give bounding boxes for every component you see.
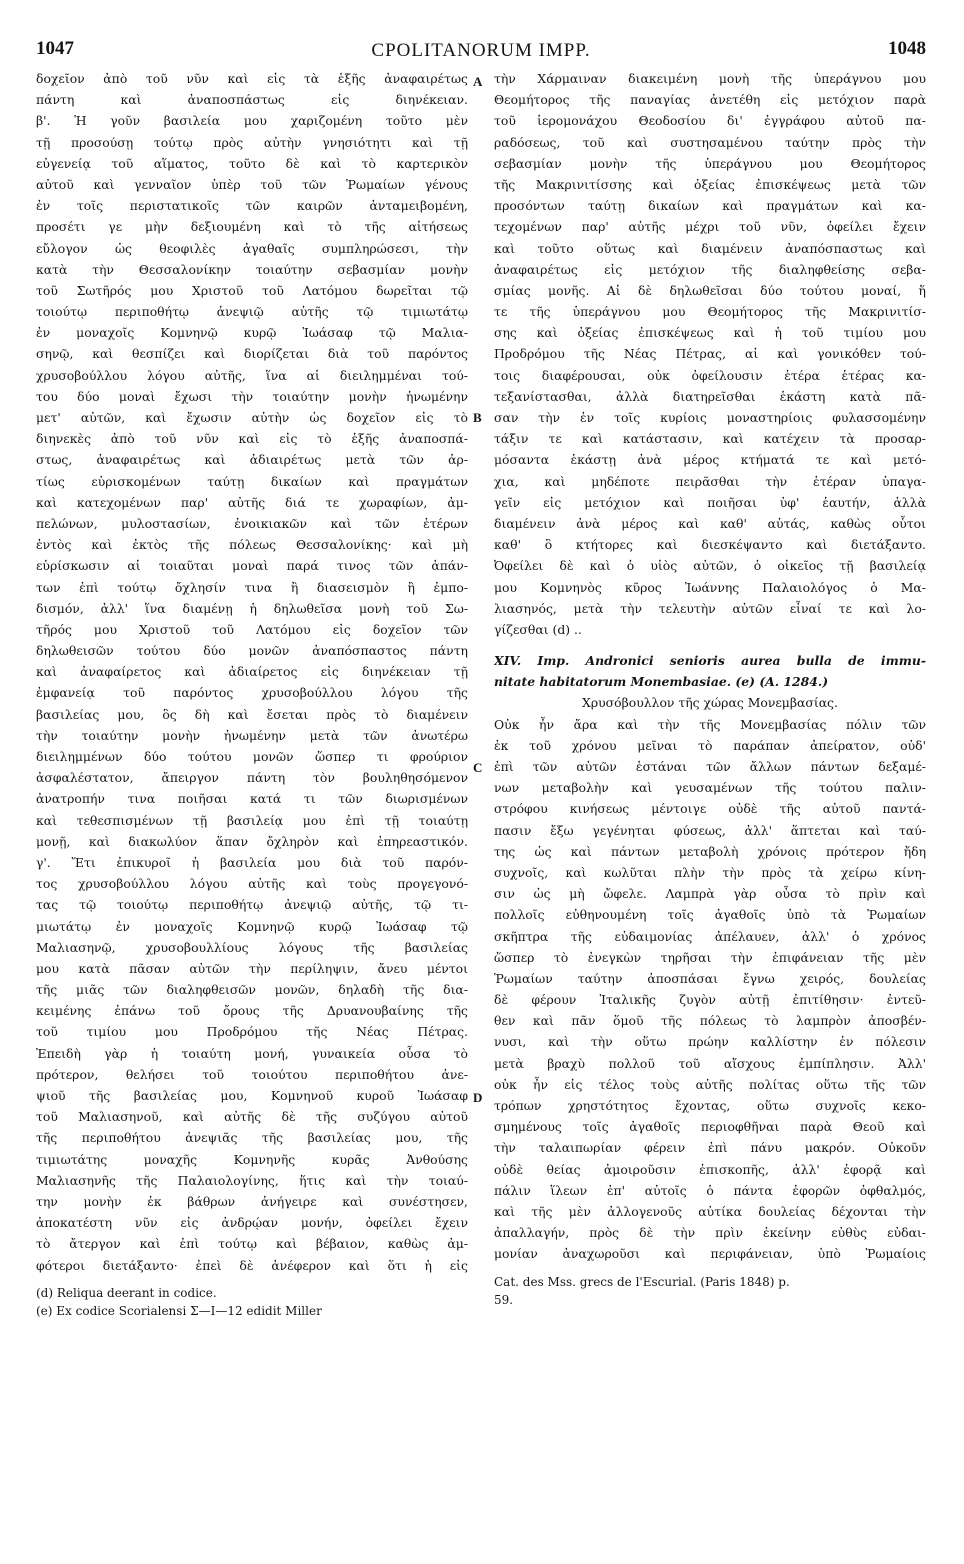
margin-letter-b: B (473, 410, 482, 425)
text-line: τος χρυσοβούλλου λόγου αὐτῆς καὶ τοὺς προγεγονό- (36, 876, 468, 892)
text-line: κειμένης ἐπάνω τοῦ ὄρους τῆς Δρυανουβαίνης τῆς (36, 1003, 468, 1019)
text-line: ψιοῦ τῆς βασιλείας μου, Κομνηνοῦ κυροῦ Ἰωάσαφ (36, 1088, 468, 1103)
text-line: ἐκ τοῦ χρόνου μεῖναι τὸ παράπαν ἀπείρατον, οὐδ' (494, 737, 926, 753)
text-line: Μαλιασηνῆς τῆς Παλαιολογίνης, ἥτις καὶ τὴν τοιαύ- (36, 1172, 468, 1188)
text-line: οὐδὲ θείας ἀμοιροῦσιν ἐπισκοπῆς, ἀλλ' ἐφορᾷ καὶ (494, 1161, 926, 1177)
text-line: Ἐπειδὴ γὰρ ἡ τοιαύτη μονή, γυναικεία οὖσα τὸ (36, 1045, 468, 1061)
text-line: ραδόσεως, τοῦ καὶ συστησαμένου ταύτην πρὸς τὴν (494, 134, 926, 150)
text-line: των ἐπὶ τούτῳ ὄχλησίν τινα ἢ διασεισμὸν ἢ ἐμπο- (36, 579, 468, 595)
text-line: μονῇ, καὶ διακωλύον ἅπαν ὄχληρὸν καὶ ἐπηρεαστικόν. (36, 833, 468, 849)
text-line: τρόπων χρηστότητος ἔχοντας, οὕτω συχνοῖς κεκο- (494, 1098, 926, 1113)
footnote-line: Cat. des Mss. grecs de l'Escurial. (Paris 1848) p. (494, 1274, 790, 1289)
text-line: Οὐκ ἦν ἄρα καὶ τὴν τῆς Μονεμβασίας πόλιν τῶν (494, 716, 926, 732)
text-line: προσόντων ταύτῃ δικαίων καὶ πραγμάτων καὶ κα- (494, 198, 926, 214)
text-line: ἐν τοῖς περιστατικοῖς τῶν καιρῶν ἀνταμειβομένη, (36, 198, 468, 214)
text-line: οὐκ ἦν εἰς τέλος τοὺς αὐτῆς πολίτας οὕτω τῆς τῶν (494, 1076, 926, 1092)
text-line: τοιούτῳ περιποθήτῳ ἀνεψιῷ αὐτῆς τῷ τιμιωτάτῳ (36, 304, 468, 320)
text-line: αὐτοῦ καὶ γενναῖον ὑπὲρ τοῦ τῶν Ῥωμαίων γένους (36, 176, 468, 192)
text-line: δὲ φέρουν Ἰταλικῆς ζυγὸν αὐτῇ ἐπιτίθησιν· ἐντεῦ- (494, 992, 926, 1008)
text-line: τοῦ Σωτῆρός μου Χριστοῦ τοῦ Λατόμου δωρεῖται τῷ (36, 282, 468, 298)
section-heading-line: nitate habitatorum Monembasiae. (e) (A. 1284.) (494, 674, 829, 690)
text-line: σμίας μονῆς. Αἱ δὲ δηλωθεῖσαι δύο τούτου μοναί, ἥ (494, 282, 926, 298)
text-line: καὶ τοῦτο οὕτως καὶ διαμένειν ἀναπόσπαστως καὶ (494, 240, 926, 256)
margin-letter-d: D (473, 1090, 483, 1105)
text-line: σμημένους τοῖς ἀγαθοῖς περιοφθῆναι παρὰ Θεοῦ καὶ (494, 1119, 926, 1135)
text-line: τοις διαφέρουσαι, οὐκ ὀφείλουσιν ἑτέρα ἑτέρας κα- (494, 367, 926, 383)
text-line: τὸ ἄτεργον καὶ ἐπὶ τούτῳ καὶ βέβαιον, καθὼς ἀμ- (36, 1236, 468, 1252)
text-line: γίζεσθαι (d) .. (494, 621, 582, 637)
text-line: τὴν ταλαιπωρίαν φέρειν ἐπὶ πάνυ μακρόν. Οὐκοῦν (494, 1140, 926, 1156)
text-line: χια, καὶ μηδέποτε πειρᾶσθαι τὴν ἑτέραν ὑπαγα- (494, 473, 926, 489)
text-line: μιωτάτῳ ἐν μοναχοῖς Κομνηνῷ κυρῷ Ἰωάσαφ τῷ (36, 918, 468, 934)
text-line: ἀναφαιρέτως εἰς μετόχιον τῆς διαληφθείσης σεβα- (494, 261, 926, 277)
text-line: νυσι, καὶ τὴν οὕτω πρώην καλλίστην ἐν πόλεσιν (494, 1034, 926, 1050)
text-line: πάντη καὶ ἀναποσπάστως εἰς διηνέκειαν. (36, 92, 468, 108)
text-line: ἀνατροπήν τινα ποιῆσαι κατά τι τῶν διωρισμένων (36, 791, 468, 807)
text-line: φότεροι διετάξαντο· ἐπεὶ δὲ ἀνέφερον καὶ ὅτι ἡ εἰς (36, 1257, 468, 1273)
margin-letter-c: C (473, 760, 483, 775)
text-line: τας τῷ τοιούτῳ περιποθήτῳ ἀνεψιῷ αὐτῆς, τῷ τι- (36, 897, 468, 913)
text-line: Προδρόμου τῆς Νέας Πέτρας, αἱ καὶ γονικόθεν τού- (494, 346, 926, 362)
text-line: του δύο μοναὶ ἔχωσι τὴν τοιαύτην μονὴν ἡνωμένην (36, 388, 468, 404)
text-line: μόσαντα ἑκάστῃ ἀνὰ μέρος κτήματά τε καὶ μετό- (494, 452, 926, 468)
running-head (36, 38, 926, 68)
text-line: πρότερον, θελήσει τοῦ τοιούτου περιποθήτου ἀνε- (36, 1066, 468, 1082)
text-line: ἐμφανείᾳ τοῦ παρόντος χρυσοβούλλου λόγου τῆς (36, 685, 468, 701)
text-line: εὑρίσκωσιν αἱ τοιαῦται μοναὶ παρά τινος τῶν ἁπάν- (36, 558, 468, 574)
text-line: της ὡς καὶ πάντων μεταβολὴ χρόνοις πρότερον ἤδη (494, 843, 926, 859)
text-line: μετ' αὐτῶν, καὶ ἔχωσιν αὐτὴν ὡς δοχεῖον εἰς τὸ (36, 410, 468, 425)
text-line: δισμόν, ἀλλ' ἵνα διαμένῃ ἡ δηλωθεῖσα μονὴ τοῦ Σω- (36, 600, 468, 616)
text-line: ἀποκατέστη νῦν εἰς ἀνδρῴαν μονήν, ὀφείλει ἔχειν (36, 1215, 468, 1231)
text-line: ἀσφαλέστατον, ἄπειργον πάντη τὸν βουληθησόμενον (36, 770, 468, 786)
text-line: πασιν ἔξω γεγένηται φύσεως, ἀλλ' ἅπτεται καὶ ταύ- (494, 822, 926, 838)
text-line: τῆς μιᾶς τῶν διαληφθεισῶν μονῶν, δηλαδὴ τῆς δια- (36, 982, 468, 998)
text-line: σεβασμίαν μονὴν τῆς ὑπεράγνου μου Θεομήτορος (494, 155, 926, 171)
text-line: β'. Ἡ γοῦν βασιλεία μου χαριζομένη τοῦτο μὲν (36, 113, 468, 129)
text-line: σκῆπτρα τῆς εὐδαιμονίας ἀπέλαυεν, ἀλλ' ὁ χρόνος (494, 928, 926, 944)
text-line: πάλιν ἵλεων ἐπ' αὐτοῖς ὁ πάντα ἐφορῶν ὀφθαλμός, (494, 1182, 926, 1198)
text-line: Ὀφείλει δὲ καὶ ὁ υἱὸς αὐτῶν, ὁ οἰκεῖος τῇ βασιλείᾳ (494, 558, 926, 574)
text-line: πολλοῖς εὐθηνουμένη τοῖς ἀγαθοῖς ὑπὸ τὰ Ῥωμαίων (494, 907, 926, 923)
text-line: τοῦ Μαλιασηνοῦ, καὶ αὐτῆς δὲ τῆς συζύγου αὐτοῦ (36, 1109, 468, 1125)
text-line: σαν τὴν ἐν τοῖς κυρίοις μοναστηρίοις φυλασσομένην (494, 410, 926, 425)
running-title: CPOLITANORUM IMPP. (371, 40, 591, 61)
text-line: θεν καὶ πᾶν ὅμοῦ τῆς πόλεως τὸ λαμπρὸν ἀποσβέν- (494, 1013, 926, 1029)
text-line: πελώνων, μυλοστασίων, ἐνοικιακῶν καὶ τῶν ἑτέρων (36, 515, 468, 531)
text-line: ἀπαλλαγήν, πρὸς δὲ τὴν πρὶν ἐκείνην εὐθὺς εὐδαι- (494, 1225, 926, 1241)
text-line: καὶ τεθεσπισμένων τῇ βασιλείᾳ μου ἐπὶ τῇ τοιαύτῃ (36, 812, 468, 828)
text-line: διαμένειν ἀνὰ μέρος καὶ καθ' αὑτάς, καθὼς οὗτοι (494, 515, 926, 531)
text-line: σηνῷ, καὶ θεσπίζει καὶ διορίζεται διὰ τοῦ παρόντος (36, 346, 468, 362)
text-line: τεξανίστασθαι, ἀλλὰ διατηρεῖσθαι ἑκάστη κατὰ πᾶ- (494, 388, 926, 404)
text-line: τιμιωτάτης μοναχῆς Κομνηνῆς κυρᾶς Ἀνθούσης (36, 1151, 468, 1167)
text-line: τεχομένων παρ' αὐτῆς μέχρι τοῦ νῦν, ὀφείλει ἔχειν (494, 219, 926, 235)
text-line: καὶ ἀναφαίρετος καὶ ἀδιαίρετος εἰς διηνέκειαν τῇ (36, 664, 468, 680)
text-line: Ῥωμαίων ταύτην ἀποσπάσαι ἔγνω χειρός, δουλείας (494, 970, 926, 986)
text-line: σης καὶ ὀξείας ἐπισκέψεως καὶ ἡ τοῦ τιμίου μου (494, 325, 926, 341)
text-line: μονίαν ἀναχωροῦσι καὶ περιφάνειαν, ὑπὸ Ῥωμαίοις (494, 1246, 926, 1262)
text-line: κατὰ τὴν Θεσσαλονίκην τοιαύτην σεβασμίαν μονὴν (36, 261, 468, 277)
text-line: συχνοῖς, καὶ κωλῦται πλὴν τὴν πρὸς τὰ χείρω κίνη- (494, 864, 926, 880)
footnote-line: (e) Ex codice Scorialensi Σ—I—12 edidit Miller (36, 1303, 322, 1318)
text-line: στως, ἀναφαιρέτως καὶ ἀδιαιρέτως μετὰ τῶν ἀρ- (36, 452, 468, 468)
text-line: ἐντὸς καὶ ἐκτὸς τῆς πόλεως Θεσσαλονίκης· καὶ μὴ (36, 537, 468, 553)
left-column (36, 68, 468, 1320)
page-number-left: 1047 (36, 38, 74, 59)
text-line: ἐν μοναχοῖς Κομνηνῷ κυρῷ Ἰωάσαφ τῷ Μαλια- (36, 325, 468, 341)
text-line: καθ' ὃ κτήτορες καὶ διεσκέψαντο καὶ διετάξαντο. (494, 537, 926, 553)
text-line: νων μεταβολὴν καὶ γευσαμένων τῆς τούτου παλιν- (494, 780, 926, 796)
section-subtitle: Χρυσόβουλλον τῆς χώρας Μονεμβασίας. (582, 695, 838, 711)
text-line: τοῦ τιμίου μου Προδρόμου τῆς Νέας Πέτρας. (36, 1024, 468, 1040)
text-line: τῆρός μου Χριστοῦ τοῦ Λατόμου εἰς δοχεῖον τῶν (36, 621, 468, 637)
text-columns (36, 68, 926, 1320)
text-line: τῆς Μακρινιτίσσης καὶ ὀξείας ἐπισκέψεως μετὰ τῶν (494, 176, 926, 192)
text-line: γεῖν εἰς μετόχιον καὶ ποιῆσαι ὑφ' ἑαυτήν, ἀλλὰ (494, 494, 926, 510)
margin-letter-a: A (473, 74, 483, 89)
text-line: τάξιν τε καὶ κατάστασιν, καὶ κατέχειν τὰ προσαρ- (494, 431, 926, 447)
text-line: λιασηνός, μετὰ τὴν τελευτὴν αὐτῶν εἶναί τε καὶ λο- (494, 600, 926, 616)
text-line: γ'. Ἔτι ἐπικυροῖ ἡ βασιλεία μου διὰ τοῦ παρόν- (36, 854, 468, 870)
text-line: τὴν Χάρμαιναν διακειμένη μονὴ τῆς ὑπεράγνου μου (494, 71, 926, 86)
section-heading-line: XIV. Imp. Andronici senioris aurea bulla de immu- (494, 653, 926, 669)
text-line: διηνεκὲς ἀπὸ τοῦ νῦν καὶ εἰς τὸ ἑξῆς ἀναποσπά- (36, 431, 468, 447)
text-line: διειλημμένων δύο τούτου μονῶν ὥσπερ τι φρούριον (36, 749, 468, 764)
page-number-right: 1048 (888, 38, 926, 59)
text-line: τοῦ ἱερομονάχου Θεοδοσίου δι' ἐγγράφου αὐτοῦ πα- (494, 113, 926, 129)
text-line: εὐγενείᾳ τοῦ αἵματος, τοῦτο δὲ καὶ τὸ καρτερικὸν (36, 155, 468, 171)
text-line: τῆς περιποθήτου ἀνεψιᾶς τῆς βασιλείας μου, τῆς (36, 1130, 468, 1146)
text-line: μετὰ βραχὺ πολλοῦ τοῦ αἴσχους ἐμπίπλησιν. Ἀλλ' (494, 1055, 926, 1071)
text-line: τῇ προσούσῃ τούτῳ πρὸς αὐτὴν γνησιότητι καὶ τῇ (36, 134, 468, 150)
text-line: σιν ὡς μὴ ὤφελε. Λαμπρὰ γὰρ οὖσα τὸ πρὶν καὶ (494, 886, 926, 902)
text-line: καὶ τῆς μὲν ἀλλογενοῦς αὐτίκα δουλείας δέχονται τὴν (494, 1203, 926, 1219)
right-column (494, 68, 926, 1320)
text-line: μου κατὰ πᾶσαν αὐτῶν τὴν περίληψιν, ἄνευ μέντοι (36, 960, 468, 976)
text-line: ὥσπερ τὸ ἐνεγκὼν τηρῆσαι τὴν ἐπιφάνειαν τῆς μὲν (494, 949, 926, 965)
text-line: Μαλιασηνῷ, χρυσοβουλλίους λόγους τῆς βασιλείας (36, 939, 468, 955)
text-line: Θεομήτορος τῆς παναγίας ἀνετέθη εἰς μετόχιον παρὰ (494, 92, 926, 108)
text-line: χρυσοβούλλου λόγου αὐτῆς, ἵνα αἱ διειλημμέναι τού- (36, 367, 468, 383)
footnote-line: 59. (494, 1292, 514, 1307)
text-line: βασιλείας μου, ὃς δὴ καὶ ἔσεται πρὸς τὸ διαμένειν (36, 706, 468, 722)
text-line: μου Κομνηνὸς κῦρος Ἰωάννης Παλαιολόγος ὁ Μα- (494, 579, 926, 595)
text-line: τίως εὑρισκομένων ταύτῃ δικαίων καὶ πραγμάτων (36, 473, 468, 489)
text-line: δηλωθεισῶν τούτου δύο μονῶν ἀναπόσπαστος πάντη (36, 643, 468, 659)
text-line: ἐπὶ τῶν αὐτῶν ἑστάναι τῶν ἄλλων πάντων δεξαμέ- (494, 759, 926, 774)
text-line: προσέτι γε μὴν δεξιουμένη καὶ τὸ τῆς αἰτήσεως (36, 219, 468, 235)
text-line: δοχεῖον ἀπὸ τοῦ νῦν καὶ εἰς τὰ ἑξῆς ἀναφαιρέτως (36, 71, 468, 86)
text-line: εὔλογον ὡς θεοφιλὲς ἀγαθαῖς συμπληρώσεσι, τὴν (36, 240, 468, 256)
text-line: την μονὴν ἐκ βάθρων ἀνήγειρε καὶ συνέστησεν, (36, 1193, 468, 1209)
text-line: τὴν τοιαύτην μονὴν ἡνωμένην μετὰ τῶν ἀνωτέρω (36, 727, 468, 743)
text-line: στρόφου κινήσεως μέντοιγε οὐδὲ τῆς αὐτοῦ παντά- (494, 801, 926, 817)
text-line: καὶ κατεχομένων παρ' αὐτῆς διά τε χωραφίων, ἀμ- (36, 494, 468, 510)
text-line: τε τῆς ὑπεράγνου μου Θεομήτορος τῆς Μακρινιτίσ- (494, 304, 926, 320)
footnote-line: (d) Reliqua deerant in codice. (36, 1285, 217, 1300)
